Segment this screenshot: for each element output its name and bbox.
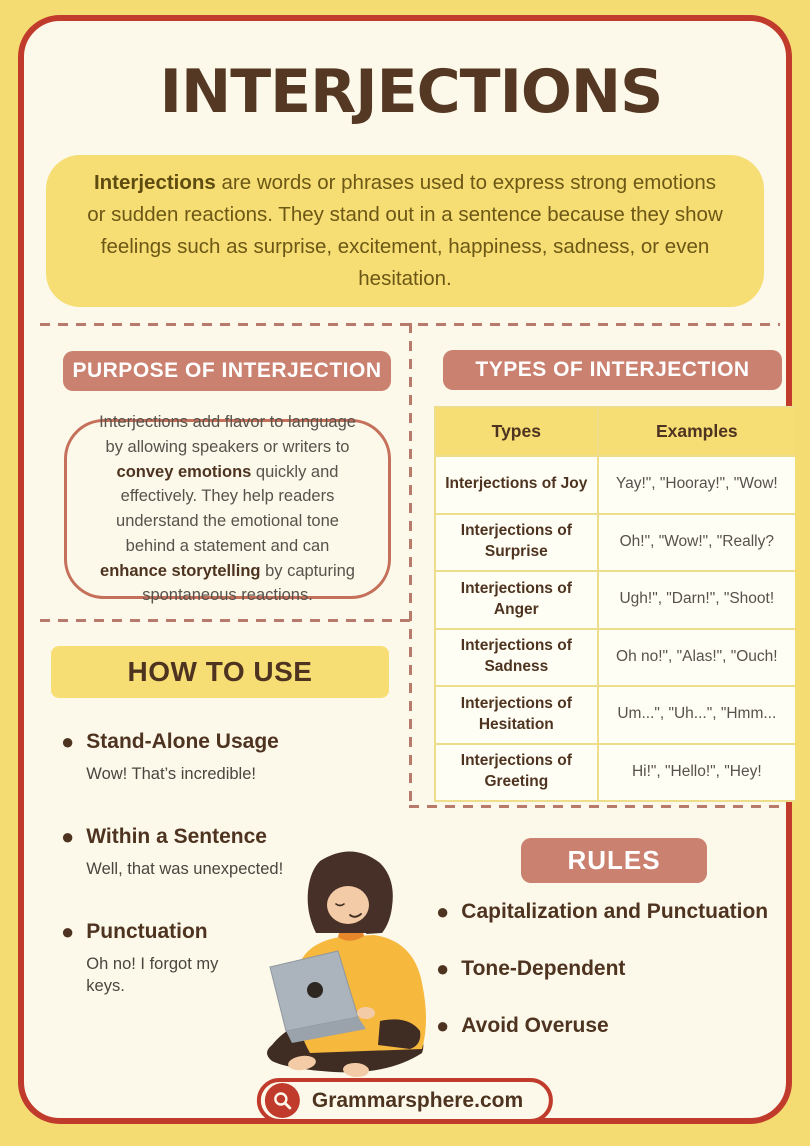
footer-brand-text: Grammarsphere.com bbox=[311, 1088, 524, 1112]
divider-left-middle bbox=[40, 619, 410, 622]
table-row-type: Interjections of Surprise bbox=[436, 515, 597, 571]
table-row-examples: Ugh!", "Darn!", "Shoot! bbox=[599, 572, 795, 628]
table-row-type: Interjections of Joy bbox=[436, 457, 597, 513]
table-row-examples: Hi!", "Hello!", "Hey! bbox=[599, 745, 795, 801]
rule-item bbox=[436, 899, 786, 925]
purpose-body-box bbox=[64, 413, 391, 605]
rule-item-label: Capitalization and Punctuation bbox=[461, 900, 769, 923]
bullet-icon: ● bbox=[61, 824, 75, 849]
bullet-icon: ● bbox=[436, 899, 450, 924]
purpose-heading: PURPOSE OF INTERJECTION bbox=[63, 351, 391, 391]
table-row-type: Interjections of Greeting bbox=[436, 745, 597, 801]
how-to-use-item-title: Punctuation bbox=[86, 920, 208, 943]
table-row-type: Interjections of Anger bbox=[436, 572, 597, 628]
table-row-examples: Oh!", "Wow!", "Really? bbox=[599, 515, 795, 571]
intro-text: Interjections are words or phrases used to express strong emotions or sudden reactions. They stand out in a sentence because they show feelings such as surprise, excitement, happiness, sadness, or even hesitation. bbox=[87, 171, 723, 290]
bullet-icon: ● bbox=[436, 1013, 450, 1038]
intro-definition-box bbox=[46, 155, 764, 307]
rules-heading: RULES bbox=[521, 838, 707, 883]
bullet-icon: ● bbox=[436, 956, 450, 981]
table-row-type: Interjections of Hesitation bbox=[436, 687, 597, 743]
rule-item bbox=[436, 1013, 786, 1039]
poster-card bbox=[18, 15, 792, 1124]
table-row-type: Interjections of Sadness bbox=[436, 630, 597, 686]
rule-item-label: Avoid Overuse bbox=[461, 1014, 609, 1037]
how-to-use-heading: HOW TO USE bbox=[51, 646, 389, 698]
magnifier-icon bbox=[265, 1083, 300, 1118]
how-to-use-item-example: Wow! That’s incredible! bbox=[86, 765, 256, 784]
divider-right-middle bbox=[409, 805, 780, 808]
table-row-examples: Um...", "Uh...", "Hmm... bbox=[599, 687, 795, 743]
table-header-examples: Examples bbox=[599, 408, 795, 455]
bullet-icon: ● bbox=[61, 729, 75, 754]
page-title: INTERJECTIONS bbox=[159, 57, 663, 127]
how-to-use-item-title: Stand-Alone Usage bbox=[86, 730, 279, 753]
types-table bbox=[434, 406, 795, 802]
intro-term: Interjections bbox=[93, 171, 216, 195]
how-to-use-item-example: Oh no! I forgot my keys. bbox=[86, 955, 219, 996]
table-row-examples: Oh no!", "Alas!", "Ouch! bbox=[599, 630, 795, 686]
table-row-examples: Yay!", "Hooray!", "Wow! bbox=[599, 457, 795, 513]
how-to-use-item-example: Well, that was unexpected! bbox=[86, 860, 284, 879]
divider-vertical bbox=[409, 323, 412, 807]
how-to-use-item bbox=[61, 729, 371, 785]
rule-item-label: Tone-Dependent bbox=[461, 957, 626, 980]
bullet-icon: ● bbox=[61, 919, 75, 944]
how-to-use-item bbox=[61, 919, 251, 998]
how-to-use-item-title: Within a Sentence bbox=[86, 825, 267, 848]
footer-brand-pill bbox=[257, 1078, 553, 1123]
rule-item bbox=[436, 956, 786, 982]
types-heading: TYPES OF INTERJECTION bbox=[443, 350, 782, 390]
purpose-body-text: Interjections add flavor to language by allowing speakers or writers to convey emotions quickly and effectively. They help readers understand the emotional tone behind a statement and can enhance storytelling by capturing spontaneous reactions. bbox=[99, 413, 356, 605]
table-header-types: Types bbox=[436, 408, 597, 455]
person-laptop-illustration bbox=[262, 849, 434, 1081]
